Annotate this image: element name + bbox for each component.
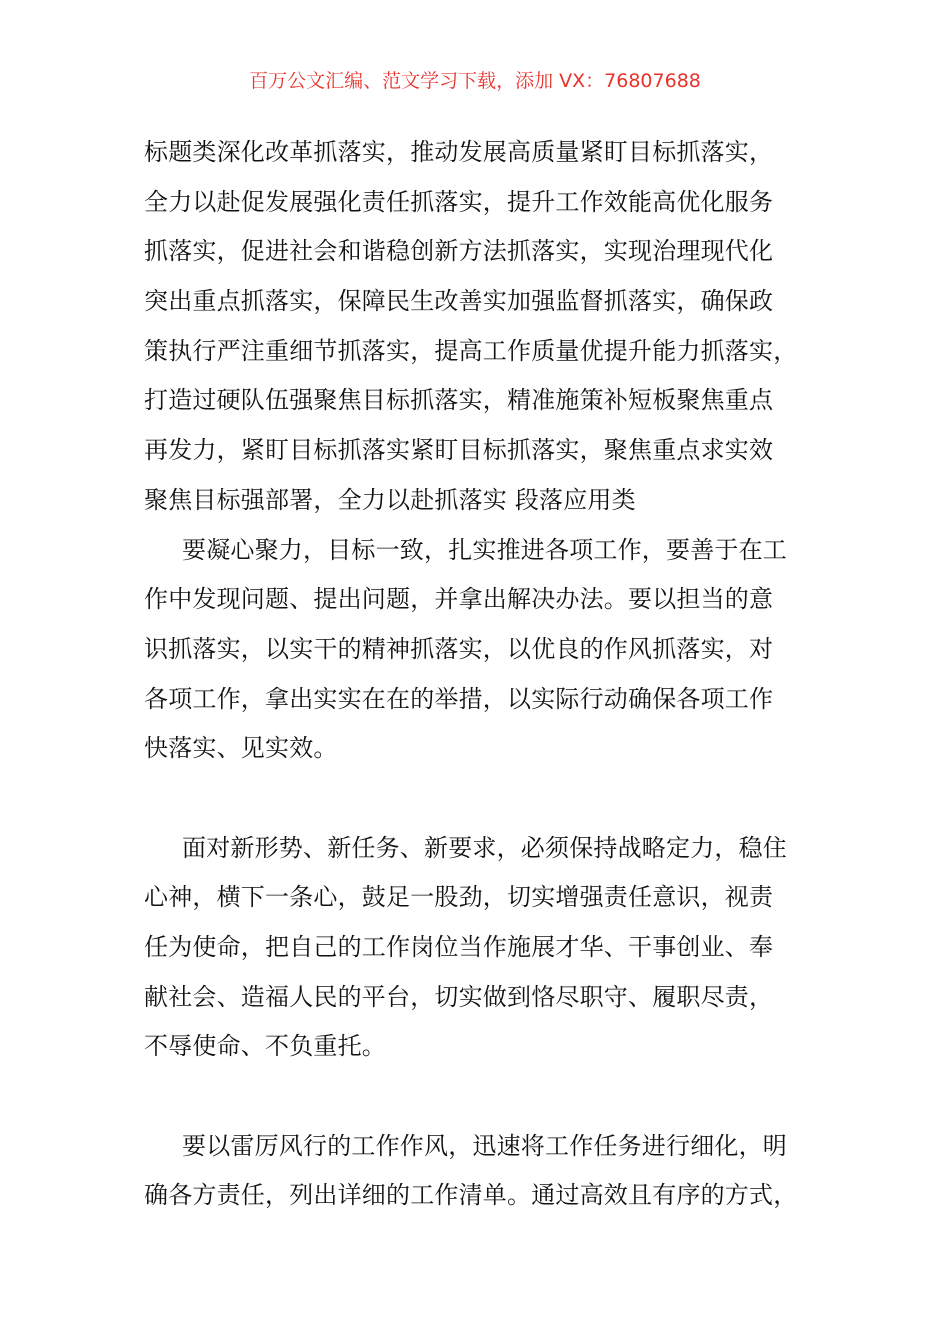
text-line: 再发力，紧盯目标抓落实紧盯目标抓落实，聚焦重点求实效 [144, 436, 774, 465]
header-watermark-text: 百万公文汇编、范文学习下载，添加 VX：76807688 [249, 70, 701, 92]
text-line: 献社会、造福人民的平台，切实做到恪尽职守、履职尽责， [144, 982, 774, 1011]
text-line: 任为使命，把自己的工作岗位当作施展才华、干事创业、奉 [144, 933, 774, 961]
text-line: 面对新形势、新任务、新要求，必须保持战略定力，稳住 [182, 833, 787, 862]
text-line: 抓落实，促进社会和谐稳创新方法抓落实，实现治理现代化 [144, 237, 774, 266]
text-line: 打造过硬队伍强聚焦目标抓落实，精准施策补短板聚焦重点 [144, 386, 774, 415]
paragraph-3 [144, 1122, 824, 1221]
text-line: 要凝心聚力，目标一致，扎实推进各项工作，要善于在工 [182, 535, 787, 564]
text-line: 各项工作，拿出实实在在的举措，以实际行动确保各项工作 [144, 684, 774, 713]
text-line: 确各方责任，列出详细的工作清单。通过高效且有序的方式， [144, 1181, 798, 1210]
paragraph-1 [144, 526, 824, 774]
text-line: 策执行严注重细节抓落实，提高工作质量优提升能力抓落实， [144, 336, 798, 365]
text-line: 全力以赴促发展强化责任抓落实，提升工作效能高优化服务 [144, 187, 774, 216]
text-line: 聚焦目标强部署，全力以赴抓落实 段落应用类 [144, 485, 636, 514]
paragraph-spacer [144, 1072, 824, 1122]
document-body [144, 128, 824, 1221]
text-line: 不辱使命、不负重托。 [144, 1032, 386, 1061]
paragraph-title-list [144, 128, 824, 526]
text-line: 识抓落实，以实干的精神抓落实，以优良的作风抓落实，对 [144, 634, 774, 663]
text-line: 标题类深化改革抓落实，推动发展高质量紧盯目标抓落实， [144, 138, 774, 166]
paragraph-spacer [144, 774, 824, 824]
paragraph-2 [144, 824, 824, 1072]
text-line: 心神，横下一条心，鼓足一股劲，切实增强责任意识，视责 [144, 883, 774, 912]
text-line: 要以雷厉风行的工作作风，迅速将工作任务进行细化，明 [182, 1131, 787, 1160]
text-line: 快落实、见实效。 [144, 734, 338, 763]
text-line: 作中发现问题、提出问题，并拿出解决办法。要以担当的意 [144, 585, 774, 614]
text-line: 突出重点抓落实，保障民生改善实加强监督抓落实，确保政 [144, 287, 774, 316]
